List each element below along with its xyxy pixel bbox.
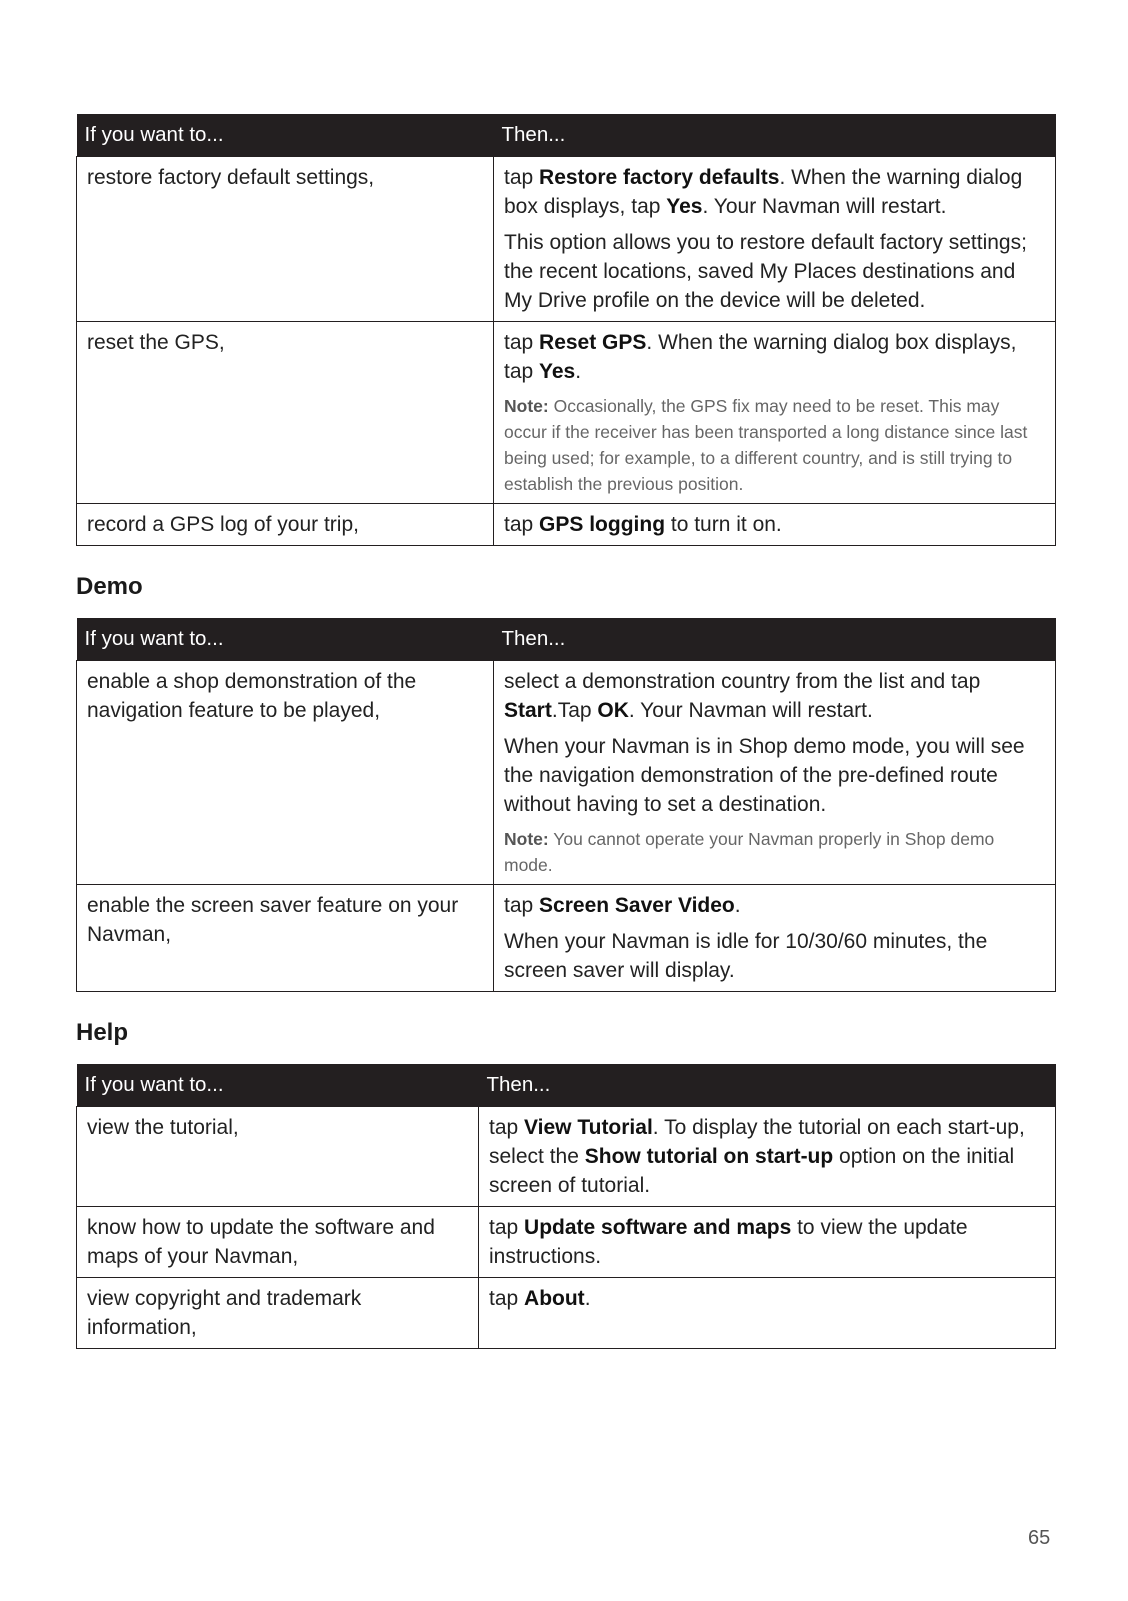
cell-then [479, 1107, 1056, 1207]
table-header-row [77, 618, 1056, 661]
table-header-row [77, 114, 1056, 157]
instruction-text: tap Update software and maps to view the update instructions. [489, 1216, 968, 1268]
page-content [76, 114, 1055, 1349]
cell-then [494, 157, 1056, 322]
header-then: Then... [479, 1064, 1056, 1107]
instruction-text: When your Navman is idle for 10/30/60 minutes, the screen saver will display. [504, 930, 988, 982]
demo-table [76, 618, 1056, 992]
instruction-text: When your Navman is in Shop demo mode, you will see the navigation demonstration of the pre-defined route without having to set a destination. [504, 735, 1025, 816]
instruction-text: tap Restore factory defaults. When the warning dialog box displays, tap Yes. Your Navman will restart. [504, 166, 1023, 218]
header-then: Then... [494, 114, 1056, 157]
instruction-text: tap Reset GPS. When the warning dialog box displays, tap Yes. [504, 331, 1017, 383]
header-want: If you want to... [77, 1064, 479, 1107]
bold-term: Yes [539, 360, 576, 383]
note-text: Note: You cannot operate your Navman properly in Shop demo mode. [504, 829, 995, 875]
cell-then [494, 504, 1056, 546]
section-heading-demo: Demo [76, 573, 143, 600]
cell-want: know how to update the software and maps of your Navman, [77, 1207, 479, 1278]
table-row [77, 1207, 1056, 1278]
bold-term: Restore factory defaults [539, 166, 780, 189]
page-number: 65 [1028, 1527, 1051, 1549]
table-row [77, 1107, 1056, 1207]
cell-then [494, 322, 1056, 504]
instruction-text: tap GPS logging to turn it on. [504, 513, 782, 536]
bold-term: GPS logging [539, 513, 666, 536]
table-row [77, 1278, 1056, 1349]
table-row [77, 504, 1056, 546]
instruction-text: tap About. [489, 1287, 591, 1310]
header-then: Then... [494, 618, 1056, 661]
table-row [77, 322, 1056, 504]
bold-term: Note: [504, 396, 549, 416]
cell-then [494, 885, 1056, 992]
cell-want: enable a shop demonstration of the navigation feature to be played, [77, 661, 494, 885]
note-text: Note: Occasionally, the GPS fix may need to be reset. This may occur if the receiver has been transported a long distance since last being used; for example, to a different country, and is still trying to establish the previous position. [504, 396, 1028, 494]
bold-term: Start [504, 699, 552, 722]
bold-term: Reset GPS [539, 331, 647, 354]
section-heading-help: Help [76, 1019, 129, 1046]
cell-then [479, 1278, 1056, 1349]
settings-table [76, 114, 1056, 546]
cell-want: reset the GPS, [77, 322, 494, 504]
cell-then [479, 1207, 1056, 1278]
help-table [76, 1064, 1056, 1349]
cell-want: view the tutorial, [77, 1107, 479, 1207]
bold-term: Update software and maps [524, 1216, 792, 1239]
header-want: If you want to... [77, 114, 494, 157]
bold-term: Note: [504, 829, 549, 849]
table-row [77, 661, 1056, 885]
instruction-text: tap Screen Saver Video. [504, 894, 741, 917]
cell-want: restore factory default settings, [77, 157, 494, 322]
table-header-row [77, 1064, 1056, 1107]
cell-then [494, 661, 1056, 885]
table-row [77, 157, 1056, 322]
bold-term: About [524, 1287, 585, 1310]
header-want: If you want to... [77, 618, 494, 661]
instruction-text: tap View Tutorial. To display the tutorial on each start-up, select the Show tutorial on start-up option on the initial screen of tutorial. [489, 1116, 1025, 1197]
bold-term: Yes [666, 195, 703, 218]
bold-term: Show tutorial on start-up [584, 1145, 834, 1168]
cell-want: record a GPS log of your trip, [77, 504, 494, 546]
bold-term: OK [597, 699, 629, 722]
bold-term: Screen Saver Video [539, 894, 735, 917]
cell-want: enable the screen saver feature on your Navman, [77, 885, 494, 992]
bold-term: View Tutorial [524, 1116, 653, 1139]
instruction-text: select a demonstration country from the list and tap Start.Tap OK. Your Navman will restart. [504, 670, 981, 722]
cell-want: view copyright and trademark information, [77, 1278, 479, 1349]
instruction-text: This option allows you to restore default factory settings; the recent locations, saved My Places destinations and My Drive profile on the device will be deleted. [504, 231, 1027, 312]
table-row [77, 885, 1056, 992]
